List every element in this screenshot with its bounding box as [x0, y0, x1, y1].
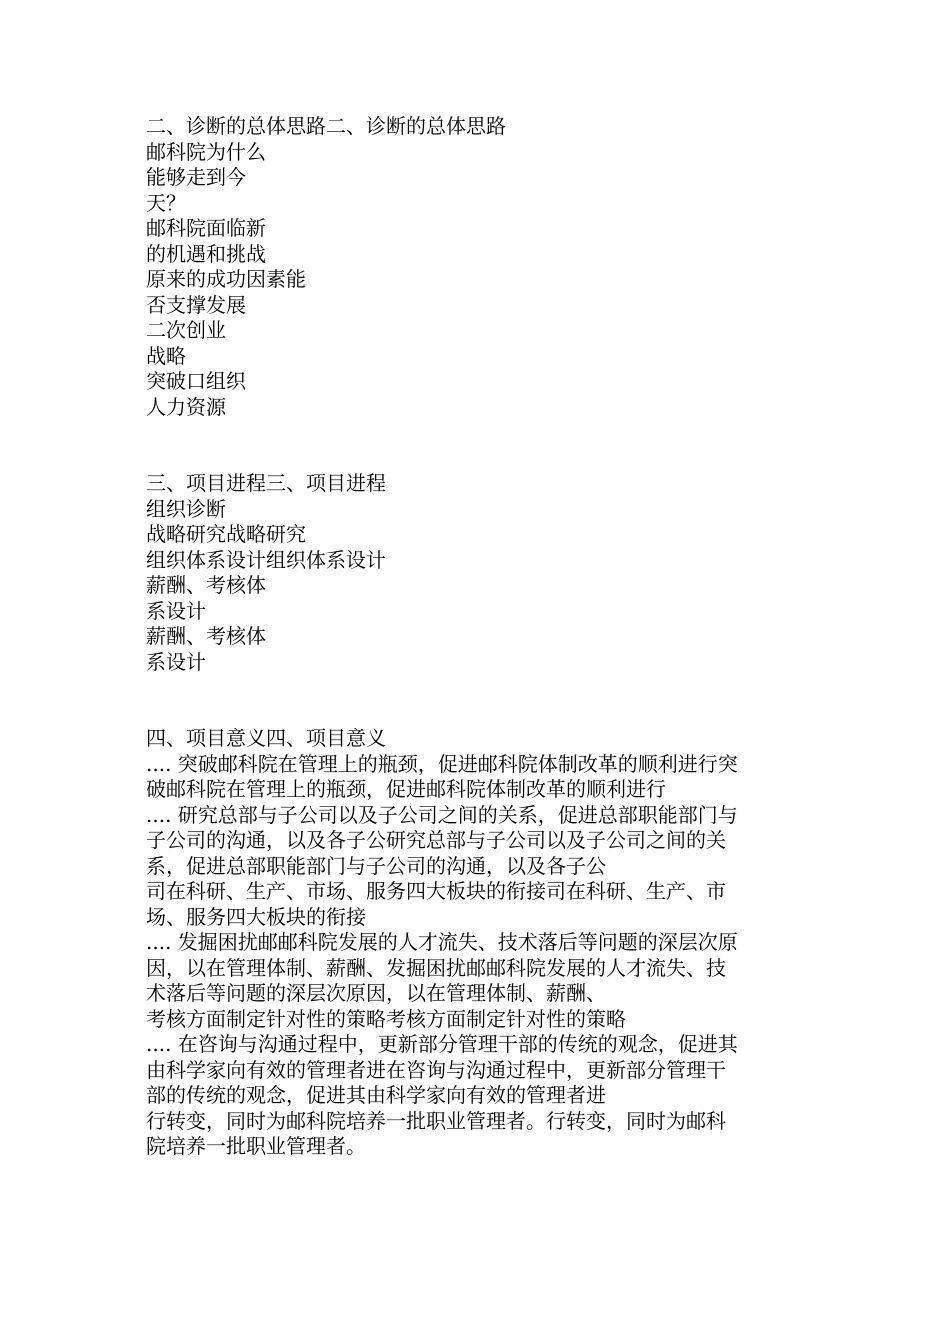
text-line: 能够走到今: [146, 165, 246, 189]
text-line: 组织体系设计组织体系设计: [146, 547, 386, 572]
text-line: 子公司的沟通，以及各子公研究总部与子公司以及子公司之间的关: [146, 828, 726, 852]
text-line: 由科学家向有效的管理者进在咨询与沟通过程中，更新部分管理干: [146, 1057, 726, 1082]
document-page: [146, 114, 806, 1160]
text-line: 薪酬、考核体: [146, 624, 266, 648]
text-line: 部的传统的观念，促进其由科学家向有效的管理者进: [146, 1083, 606, 1107]
text-line: 院培养一批职业管理者。: [146, 1134, 366, 1158]
text-line: 系设计: [146, 649, 206, 674]
text-line: 考核方面制定针对性的策略考核方面制定针对性的策略: [146, 1006, 626, 1031]
section-heading: 三、项目进程三、项目进程: [146, 471, 386, 495]
text-line: .... 突破邮科院在管理上的瓶颈，促进邮科院体制改革的顺利进行突: [146, 751, 738, 776]
text-line: .... 在咨询与沟通过程中，更新部分管理干部的传统的观念，促进其: [146, 1032, 738, 1056]
section-progress: [146, 471, 806, 675]
text-line: 战略研究战略研究: [146, 522, 306, 546]
section-diagnosis: [146, 114, 806, 420]
text-line: 战略: [146, 343, 186, 368]
text-line: 场、服务四大板块的衔接: [146, 904, 366, 929]
text-line: 原来的成功因素能: [146, 267, 306, 291]
section-significance: [146, 726, 806, 1160]
text-line: 的机遇和挑战: [146, 241, 266, 266]
text-line: 系，促进总部职能部门与子公司的沟通，以及各子公: [146, 853, 606, 878]
text-line: 司在科研、生产、市场、服务四大板块的衔接司在科研、生产、市: [146, 879, 726, 903]
text-line: .... 研究总部与子公司以及子公司之间的关系，促进总部职能部门与: [146, 802, 738, 827]
text-line: 突破口组织: [146, 369, 246, 393]
text-line: 二次创业: [146, 318, 226, 342]
text-line: 术落后等问题的深层次原因，以在管理体制、薪酬、: [146, 981, 606, 1005]
text-line: .... 发掘困扰邮邮科院发展的人才流失、技术落后等问题的深层次原: [146, 930, 738, 954]
section-heading: 四、项目意义四、项目意义: [146, 726, 386, 750]
section-heading: 二、诊断的总体思路二、诊断的总体思路: [146, 114, 506, 138]
text-line: 邮科院为什么: [146, 139, 266, 164]
text-line: 组织诊断: [146, 496, 226, 521]
text-line: 行转变，同时为邮科院培养一批职业管理者。行转变，同时为邮科: [146, 1108, 726, 1133]
text-line: 否支撑发展: [146, 292, 246, 317]
text-line: 薪酬、考核体: [146, 573, 266, 597]
text-line: 人力资源: [146, 394, 226, 419]
text-line: 天？: [146, 190, 186, 215]
text-line: 邮科院面临新: [146, 216, 266, 240]
text-line: 破邮科院在管理上的瓶颈，促进邮科院体制改革的顺利进行: [146, 777, 666, 801]
text-line: 因，以在管理体制、薪酬、发掘困扰邮邮科院发展的人才流失、技: [146, 955, 726, 980]
text-line: 系设计: [146, 598, 206, 623]
